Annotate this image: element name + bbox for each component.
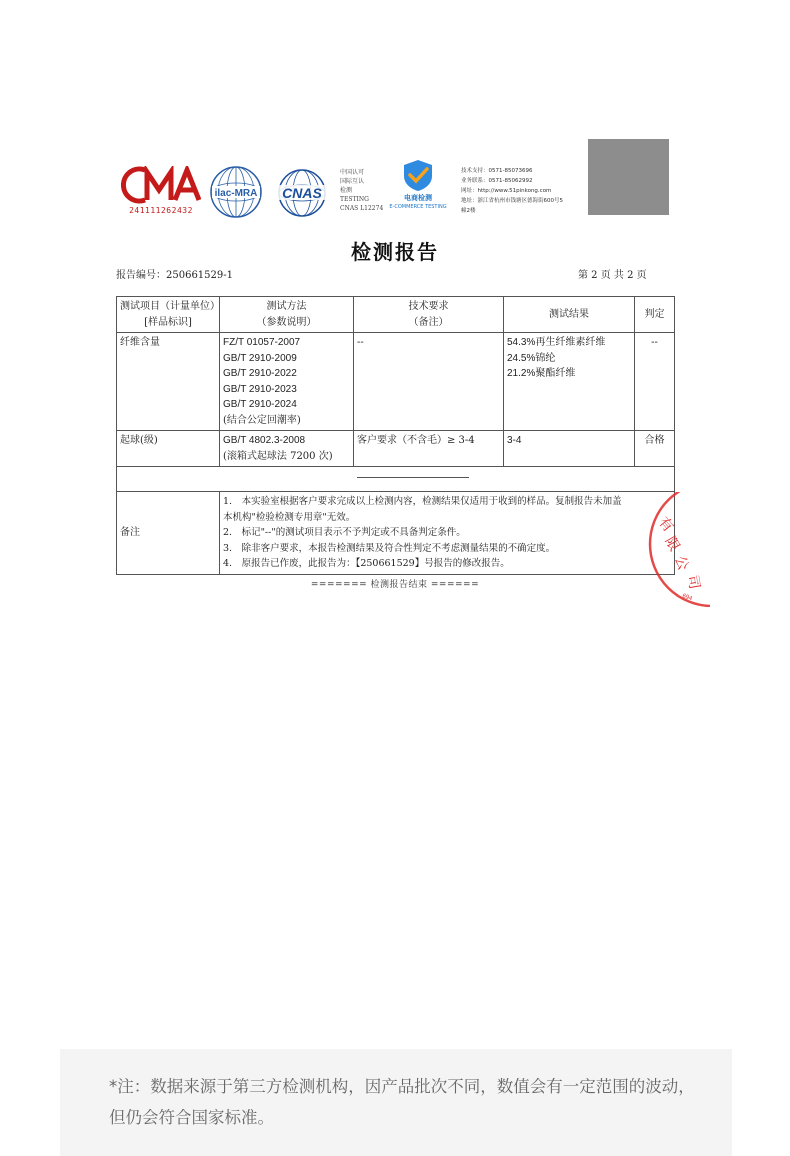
svg-text:司: 司: [684, 573, 703, 591]
cnas-info-line: TESTING: [340, 196, 369, 203]
report-number: 报告编号：250661529-1: [116, 270, 234, 281]
divider-line: [357, 477, 469, 478]
row-result: [504, 431, 635, 467]
result-line: 24.5%锦纶: [507, 352, 556, 364]
cnas-info-line: 国际互认: [340, 178, 365, 185]
svg-text:公: 公: [671, 553, 692, 573]
contact-line: 地址：浙江省杭州市钱塘区德海街600号5: [461, 198, 563, 204]
row-item: 纤维含量: [117, 333, 220, 431]
header-item-line: [样品标识]: [144, 316, 192, 328]
row-result: [504, 333, 635, 431]
table-row: [117, 431, 675, 467]
contact-line: 业务联系：0571-85062992: [461, 178, 533, 184]
report-end-mark: ======= 检测报告结束 ======: [310, 580, 480, 590]
method-line: GB/T 2910-2024: [223, 399, 297, 410]
footer-panel: [60, 1049, 732, 1156]
svg-text:694: 694: [681, 593, 693, 603]
ilac-logo-text: ilac-MRA: [214, 188, 258, 199]
table-header-row: [117, 297, 675, 333]
cnas-logo-text: CNAS: [282, 185, 322, 201]
method-line: (结合公定回潮率): [223, 414, 301, 426]
contact-line: 网址：http://www.51pinkong.com: [461, 188, 552, 194]
method-line: FZ/T 01057-2007: [223, 337, 301, 348]
svg-text:有: 有: [654, 514, 677, 536]
contact-line: 幢2楼: [461, 208, 476, 214]
qr-code-placeholder: [588, 139, 669, 215]
header-requirement-line: 技术要求: [408, 301, 449, 312]
method-line: GB/T 2910-2009: [223, 352, 297, 364]
cnas-info-line: 检测: [340, 187, 353, 194]
note-line: 4. 原报告已作废，此报告为：【250661529】号报告的修改报告。: [223, 558, 510, 569]
header-method: [220, 297, 354, 333]
row-requirement: 客户要求（不含毛）≥ 3-4: [354, 431, 504, 467]
cma-cert-number: 241111262432: [129, 206, 193, 215]
row-method: [220, 333, 354, 431]
ecommerce-label: 电商检测: [404, 194, 432, 202]
page-number: 第 2 页 共 2 页: [578, 270, 647, 281]
svg-text:限: 限: [661, 534, 683, 555]
document-title: 检测报告: [351, 240, 439, 264]
result-line: 21.2%聚酯纤维: [507, 368, 576, 379]
note-line: 1. 本实验室根据客户要求完成以上检测内容，检测结果仅适用于收到的样品。复制报告未加盖: [223, 496, 622, 507]
header-result: 测试结果: [504, 297, 635, 333]
header-judgement: 判定: [635, 297, 675, 333]
ecommerce-sublabel: E-COMMERCE TESTING: [389, 204, 447, 210]
cnas-info-line: CNAS L12274: [340, 205, 384, 212]
shield-check-icon: [388, 158, 448, 192]
cnas-logo: [270, 168, 334, 218]
note-line: 3. 除非客户要求，本报告检测结果及符合性判定不考虑测量结果的不确定度。: [223, 542, 556, 554]
ilac-mra-logo: [209, 165, 263, 219]
header-item: [117, 297, 220, 333]
cma-logo: [121, 166, 201, 220]
header-item-line: 测试项目（计量单位）: [120, 301, 220, 312]
row-item: 起球(级): [117, 431, 220, 467]
method-line: GB/T 2910-2023: [223, 383, 297, 395]
company-seal: [620, 492, 710, 607]
row-method: [220, 431, 354, 467]
result-line: 3-4: [507, 435, 522, 446]
cma-mark-icon: [121, 166, 201, 204]
cnas-info-line: 中国认可: [340, 169, 365, 176]
cnas-accreditation-info: [340, 168, 390, 213]
table-divider-row: [117, 467, 675, 492]
header-method-line: 测试方法: [266, 301, 307, 312]
row-requirement: --: [354, 333, 504, 431]
method-line: GB/T 2910-2022: [223, 368, 297, 379]
contact-line: 技术支持：0571-85073696: [461, 168, 533, 174]
method-line: (滚箱式起球法 7200 次): [223, 450, 333, 462]
notes-row: [117, 492, 675, 575]
contact-info: [461, 166, 586, 216]
notes-label: 备注: [117, 492, 220, 575]
header-requirement: [354, 297, 504, 333]
header-requirement-line: （备注）: [408, 316, 449, 328]
test-results-table: [116, 296, 675, 575]
table-row: [117, 333, 675, 431]
note-line: 2. 标记"--"的测试项目表示不予判定或不具备判定条件。: [223, 527, 466, 538]
ecommerce-testing-logo: [388, 158, 448, 218]
row-judgement: --: [635, 333, 675, 431]
divider-cell: [117, 467, 675, 492]
method-line: GB/T 4802.3-2008: [223, 435, 306, 446]
note-line: 本机构"检验检测专用章"无效。: [223, 511, 356, 523]
footer-disclaimer: *注：数据来源于第三方检测机构，因产品批次不同，数值会有一定范围的波动，但仍会符合国家标准。: [109, 1077, 695, 1127]
notes-content: [220, 492, 675, 575]
header-method-line: （参数说明）: [256, 316, 317, 328]
row-judgement: 合格: [635, 431, 675, 467]
result-line: 54.3%再生纤维素纤维: [507, 337, 606, 348]
